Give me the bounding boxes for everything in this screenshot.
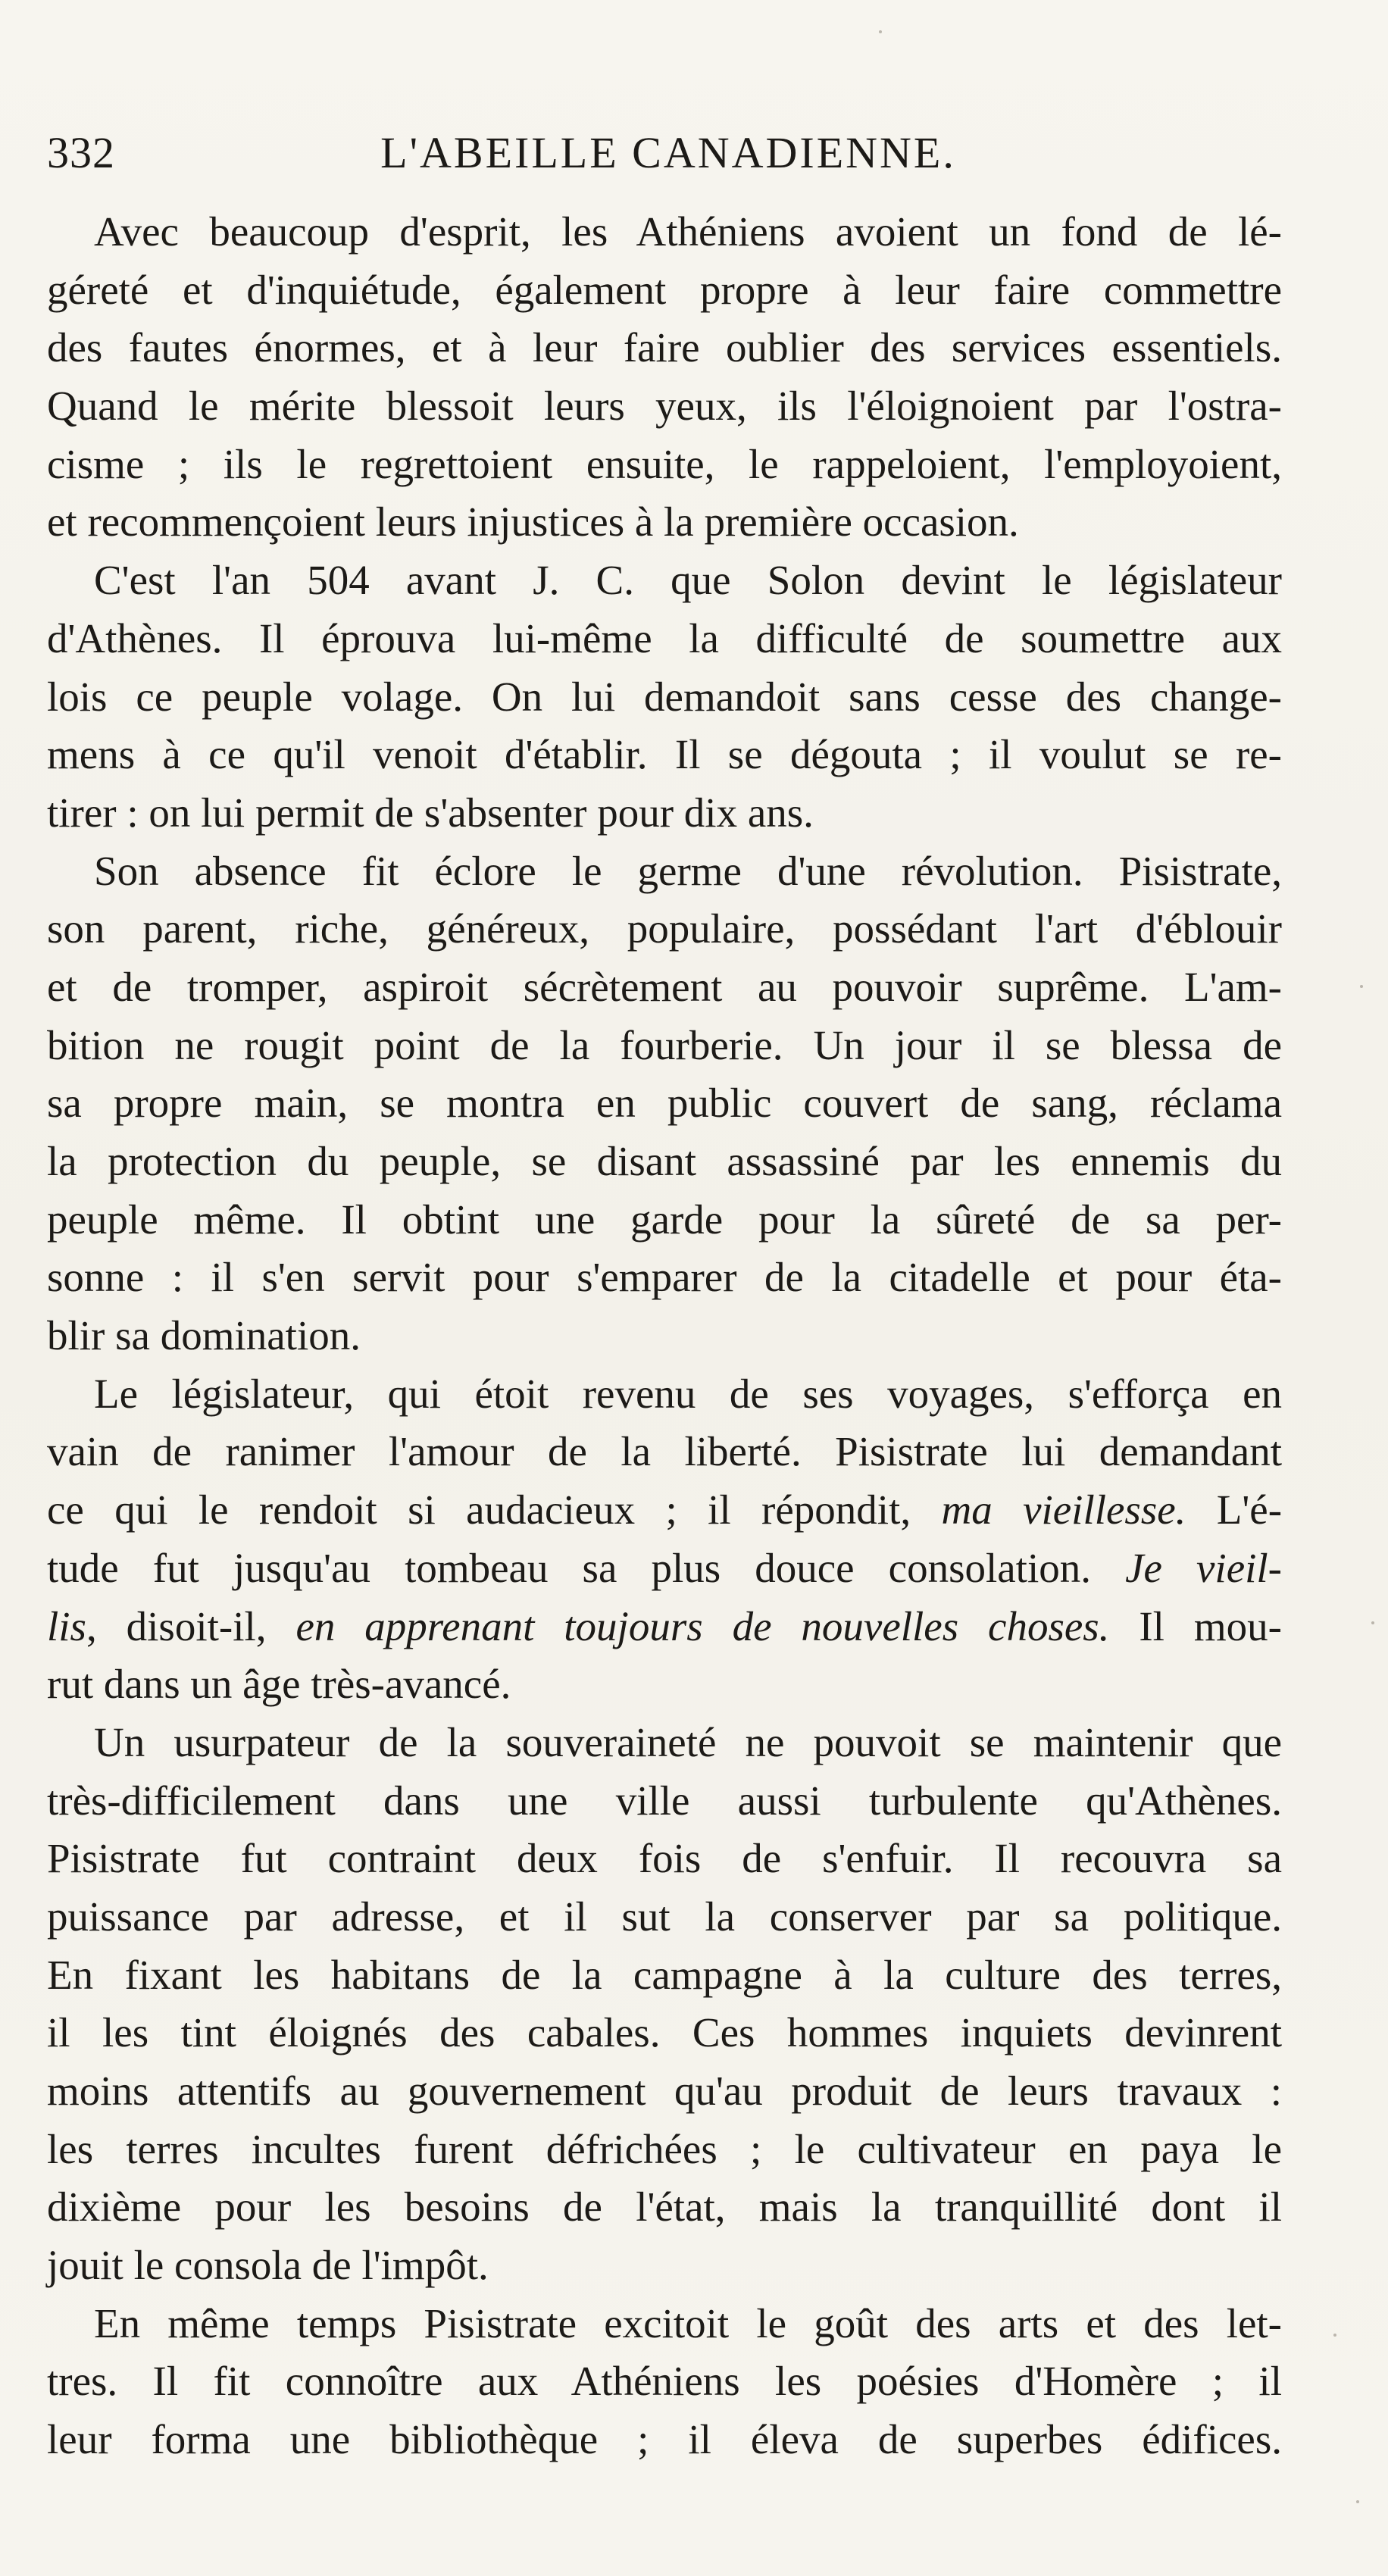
text-line: tres. Il fit connoître aux Athéniens les poésies d'Homère ; il (47, 2358, 1282, 2405)
text-line: lis, disoit-il, en apprenant toujours de nouvelles choses. Il mou- (47, 1602, 1282, 1649)
scan-speck (1360, 985, 1363, 988)
text-line: En même temps Pisistrate excitoit le goût des arts et des let- (94, 2299, 1282, 2346)
text-line: et de tromper, aspiroit sécrètement au pouvoir suprême. L'am- (47, 963, 1282, 1010)
body-text (47, 203, 1282, 2469)
text-line: peuple même. Il obtint une garde pour la sûreté de sa per- (47, 1196, 1282, 1243)
paragraph (47, 552, 1282, 842)
text-line: jouit le consola de l'impôt. (47, 2242, 489, 2289)
paragraph (47, 2295, 1282, 2469)
page-header (47, 121, 1290, 189)
scan-speck (1371, 1621, 1374, 1624)
text-line: sa propre main, se montra en public couvert de sang, réclama (47, 1080, 1282, 1127)
text-line: d'Athènes. Il éprouva lui-même la difficulté de soumettre aux (47, 614, 1282, 661)
text-line: des fautes énormes, et à leur faire oublier des services essentiels. (47, 324, 1282, 371)
paragraph (47, 203, 1282, 552)
text-line: sonne : il s'en servit pour s'emparer de la citadelle et pour éta- (47, 1254, 1282, 1301)
text-line: la protection du peuple, se disant assassiné par les ennemis du (47, 1138, 1282, 1184)
page-number: 332 (47, 128, 115, 177)
text-line: Quand le mérite blessoit leurs yeux, ils l'éloignoient par l'ostra- (47, 383, 1282, 430)
text-line: ce qui le rendoit si audacieux ; il répondit, ma vieillesse. L'é- (47, 1487, 1283, 1533)
text-line: puissance par adresse, et il sut la conserver par sa politique. (47, 1893, 1282, 1940)
text-line: lois ce peuple volage. On lui demandoit sans cesse des change- (47, 673, 1282, 720)
running-head: L'ABEILLE CANADIENNE. (380, 128, 956, 177)
text-line: tude fut jusqu'au tombeau sa plus douce consolation. Je vieil- (47, 1544, 1282, 1591)
text-line: blir sa domination. (47, 1312, 361, 1359)
text-line: son parent, riche, généreux, populaire, possédant l'art d'éblouir (47, 905, 1282, 952)
text-line: leur forma une bibliothèque ; il éleva de superbes édifices. (47, 2416, 1282, 2463)
text-line: En fixant les habitans de la campagne à la culture des terres, (47, 1951, 1282, 1998)
scan-speck (1356, 2500, 1359, 2503)
paragraph (47, 1714, 1282, 2295)
scan-speck (1333, 2334, 1336, 2337)
paragraph (47, 843, 1282, 1365)
text-line: C'est l'an 504 avant J. C. que Solon devint le législateur (94, 557, 1282, 604)
text-line: dixième pour les besoins de l'état, mais la tranquillité dont il (47, 2184, 1282, 2231)
text-line: les terres incultes furent défrichées ; le cultivateur en paya le (47, 2125, 1282, 2172)
text-line: cisme ; ils le regrettoient ensuite, le rappeloient, l'employoient, (47, 440, 1282, 487)
text-line: vain de ranimer l'amour de la liberté. Pisistrate lui demandant (47, 1428, 1282, 1475)
text-line: rut dans un âge très-avancé. (47, 1661, 511, 1708)
paragraph (47, 1365, 1282, 1714)
text-line: moins attentifs au gouvernement qu'au produit de leurs travaux : (47, 2068, 1282, 2114)
text-line: géreté et d'inquiétude, également propre à leur faire commettre (47, 266, 1282, 313)
scan-speck (879, 30, 882, 33)
text-line: tirer : on lui permit de s'absenter pour dix ans. (47, 789, 814, 836)
text-line: Pisistrate fut contraint deux fois de s'enfuir. Il recouvra sa (47, 1835, 1282, 1882)
text-line: il les tint éloignés des cabales. Ces hommes inquiets devinrent (47, 2009, 1282, 2056)
text-line: Avec beaucoup d'esprit, les Athéniens avoient un fond de lé- (94, 208, 1282, 255)
text-line: bition ne rougit point de la fourberie. Un jour il se blessa de (47, 1021, 1282, 1068)
text-line: Le législateur, qui étoit revenu de ses voyages, s'efforça en (94, 1370, 1282, 1417)
text-line: et recommençoient leurs injustices à la première occasion. (47, 499, 1019, 546)
text-line: mens à ce qu'il venoit d'établir. Il se dégouta ; il voulut se re- (47, 731, 1282, 778)
text-line: très-difficilement dans une ville aussi turbulente qu'Athènes. (47, 1777, 1282, 1824)
text-line: Un usurpateur de la souveraineté ne pouvoit se maintenir que (94, 1718, 1282, 1765)
text-line: Son absence fit éclore le germe d'une révolution. Pisistrate, (94, 847, 1282, 894)
